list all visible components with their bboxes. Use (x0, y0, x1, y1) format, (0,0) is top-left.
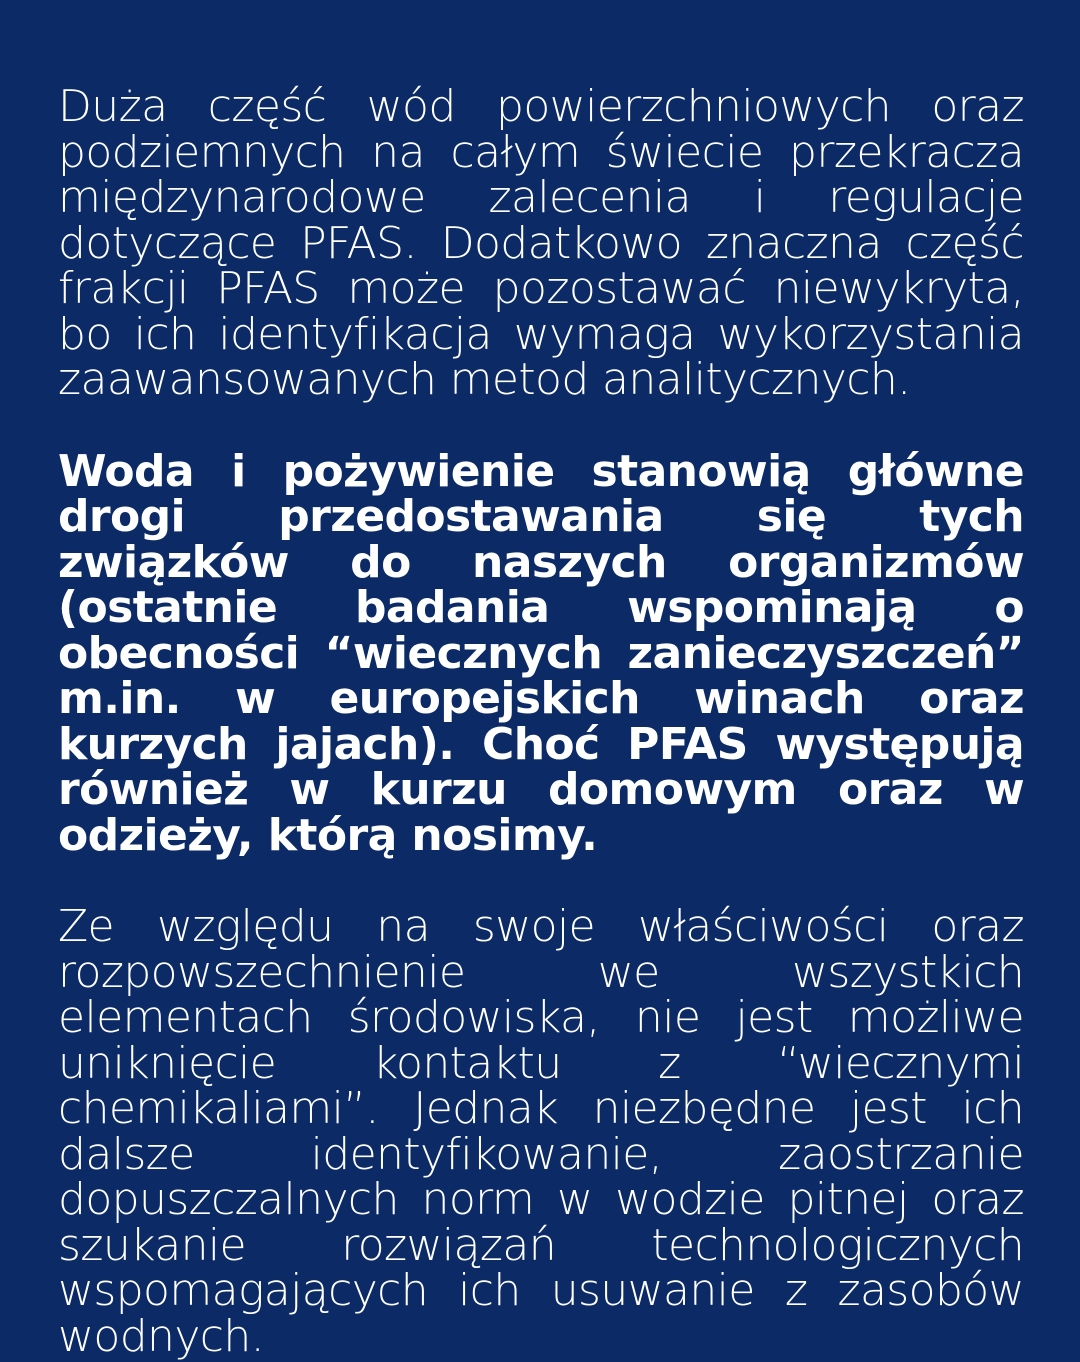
paragraph-mitigation: Ze względu na swoje właściwości oraz rozpowszechnienie we wszystkich elementach środowiska, nie jest możliwe uniknięcie kontaktu z “wiecznymi chemikaliami”. Jednak niezbędne jest ich dalsze identyfikowanie, zaostrzanie dopuszczalnych norm w wodzie pitnej oraz szukanie rozwiązań technologicznych wspomagających ich usuwanie z zasobów wodnych. (58, 901, 1024, 1362)
paragraph-exposure-routes: Woda i pożywienie stanowią główne drogi przedostawania się tych związków do naszych organizmów (ostatnie badania wspominają o obecności “wiecznych zanieczyszczeń” m.in. w europejskich winach oraz kurzych jajach). Choć PFAS występują również w kurzu domowym oraz w odzieży, którą nosimy. (58, 445, 1024, 861)
text-content (58, 81, 1024, 1362)
paragraph-water-contamination: Duża część wód powierzchniowych oraz podziemnych na całym świecie przekracza międzynarodowe zalecenia i regulacje dotyczące PFAS. Dodatkowo znaczna część frakcji PFAS może pozostawać niewykryta, bo ich identyfikacja wymaga wykorzystania zaawansowanych metod analitycznych. (58, 81, 1024, 405)
